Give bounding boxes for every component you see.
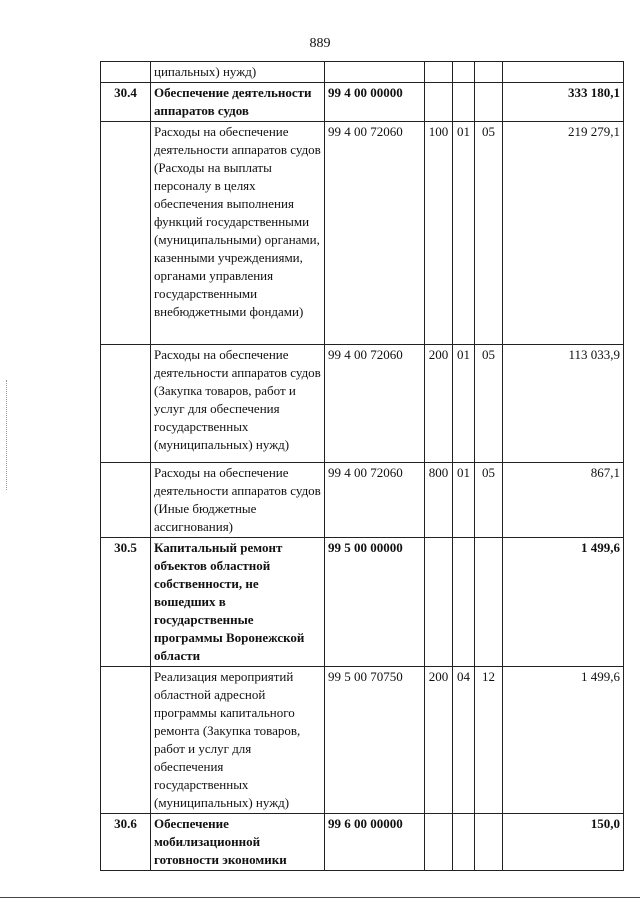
row-number	[101, 62, 151, 83]
table-row	[101, 83, 624, 122]
expense-name: Расходы на обеспечение деятельности аппаратов судов (Закупка товаров, работ и услуг для обеспечения государственных (муниципальных) нужд)	[151, 345, 325, 463]
amount: 150,0	[503, 814, 624, 871]
page-number: 889	[309, 36, 331, 51]
subsection-code	[475, 83, 503, 122]
amount	[503, 62, 624, 83]
row-number: 30.5	[101, 538, 151, 667]
subsection-code	[475, 814, 503, 871]
expense-type-code: 200	[425, 667, 453, 814]
section-code	[453, 62, 475, 83]
amount: 219 279,1	[503, 122, 624, 345]
section-code	[453, 814, 475, 871]
amount: 1 499,6	[503, 538, 624, 667]
subsection-code: 05	[475, 122, 503, 345]
section-code: 01	[453, 345, 475, 463]
row-number	[101, 122, 151, 345]
expense-type-code	[425, 83, 453, 122]
section-code: 01	[453, 463, 475, 538]
subsection-code	[475, 538, 503, 667]
amount: 1 499,6	[503, 667, 624, 814]
expense-type-code	[425, 538, 453, 667]
expense-type-code: 100	[425, 122, 453, 345]
row-number: 30.6	[101, 814, 151, 871]
target-article-code: 99 6 00 00000	[325, 814, 425, 871]
section-code: 01	[453, 122, 475, 345]
target-article-code: 99 4 00 72060	[325, 345, 425, 463]
amount: 333 180,1	[503, 83, 624, 122]
table-row	[101, 122, 624, 345]
subsection-code: 12	[475, 667, 503, 814]
expense-name: Обеспечение деятельности аппаратов судов	[151, 83, 325, 122]
target-article-code: 99 5 00 00000	[325, 538, 425, 667]
expense-type-code	[425, 814, 453, 871]
expense-name: Расходы на обеспечение деятельности аппаратов судов (Иные бюджетные ассигнования)	[151, 463, 325, 538]
expense-name: ципальных) нужд)	[151, 62, 325, 83]
table-row	[101, 345, 624, 463]
amount: 867,1	[503, 463, 624, 538]
expense-name: Обеспечение мобилизационной готовности экономики	[151, 814, 325, 871]
table-row	[101, 538, 624, 667]
section-code	[453, 538, 475, 667]
expense-name: Расходы на обеспечение деятельности аппаратов судов (Расходы на выплаты персоналу в целях обеспечения выполнения функций государственными (муниципальными) органами, казенными учреждениями, органами управления государственными внебюджетными фондами)	[151, 122, 325, 345]
row-number	[101, 463, 151, 538]
subsection-code: 05	[475, 463, 503, 538]
margin-scan-dots	[6, 380, 9, 490]
target-article-code: 99 4 00 72060	[325, 122, 425, 345]
row-number	[101, 667, 151, 814]
expense-type-code: 800	[425, 463, 453, 538]
amount: 113 033,9	[503, 345, 624, 463]
target-article-code: 99 4 00 72060	[325, 463, 425, 538]
target-article-code: 99 5 00 70750	[325, 667, 425, 814]
expense-type-code	[425, 62, 453, 83]
expense-name: Реализация мероприятий областной адресной программы капитального ремонта (Закупка товаров, работ и услуг для обеспечения государственных (муниципальных) нужд)	[151, 667, 325, 814]
table-row	[101, 463, 624, 538]
section-code	[453, 83, 475, 122]
row-number: 30.4	[101, 83, 151, 122]
expense-type-code: 200	[425, 345, 453, 463]
table-body	[101, 62, 624, 871]
bottom-rule	[0, 897, 640, 898]
subsection-code: 05	[475, 345, 503, 463]
subsection-code	[475, 62, 503, 83]
table-row	[101, 814, 624, 871]
table-row	[101, 62, 624, 83]
expense-name: Капитальный ремонт объектов областной собственности, не вошедших в государственные программы Воронежской области	[151, 538, 325, 667]
table-row	[101, 667, 624, 814]
budget-table	[100, 61, 624, 871]
row-number	[101, 345, 151, 463]
target-article-code: 99 4 00 00000	[325, 83, 425, 122]
section-code: 04	[453, 667, 475, 814]
target-article-code	[325, 62, 425, 83]
